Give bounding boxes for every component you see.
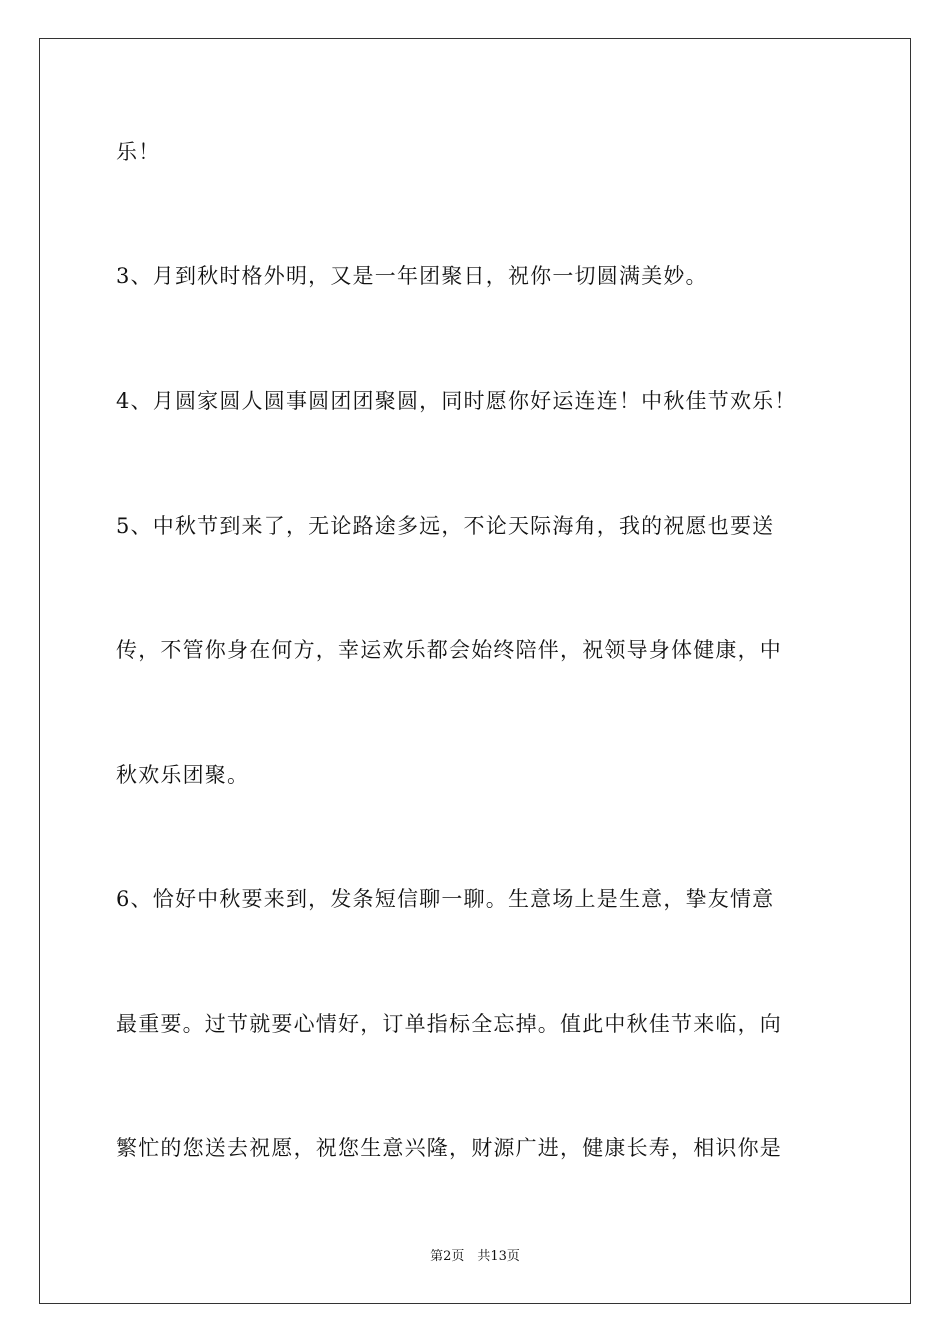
body-line-3: 4、月圆家圆人圆事圆团团聚圆，同时愿你好运连连！中秋佳节欢乐！ xyxy=(116,389,797,413)
body-line-8: 最重要。过节就要心情好，订单指标全忘掉。值此中秋佳节来临，向 xyxy=(116,1012,782,1036)
body-line-5: 传，不管你身在何方，幸运欢乐都会始终陪伴，祝领导身体健康，中 xyxy=(116,638,782,662)
page-number-footer: 第2页 共13页 xyxy=(430,1249,520,1264)
body-line-7: 6、恰好中秋要来到，发条短信聊一聊。生意场上是生意，挚友情意 xyxy=(116,887,775,911)
body-line-1: 乐！ xyxy=(116,140,161,164)
page-border xyxy=(39,38,911,1304)
body-line-2: 3、月到秋时格外明，又是一年团聚日，祝你一切圆满美妙。 xyxy=(116,264,708,288)
body-line-6: 秋欢乐团聚。 xyxy=(116,763,250,787)
body-line-9: 繁忙的您送去祝愿，祝您生意兴隆，财源广进，健康长寿，相识你是 xyxy=(116,1136,782,1160)
body-line-4: 5、中秋节到来了，无论路途多远，不论天际海角，我的祝愿也要送 xyxy=(116,514,775,538)
